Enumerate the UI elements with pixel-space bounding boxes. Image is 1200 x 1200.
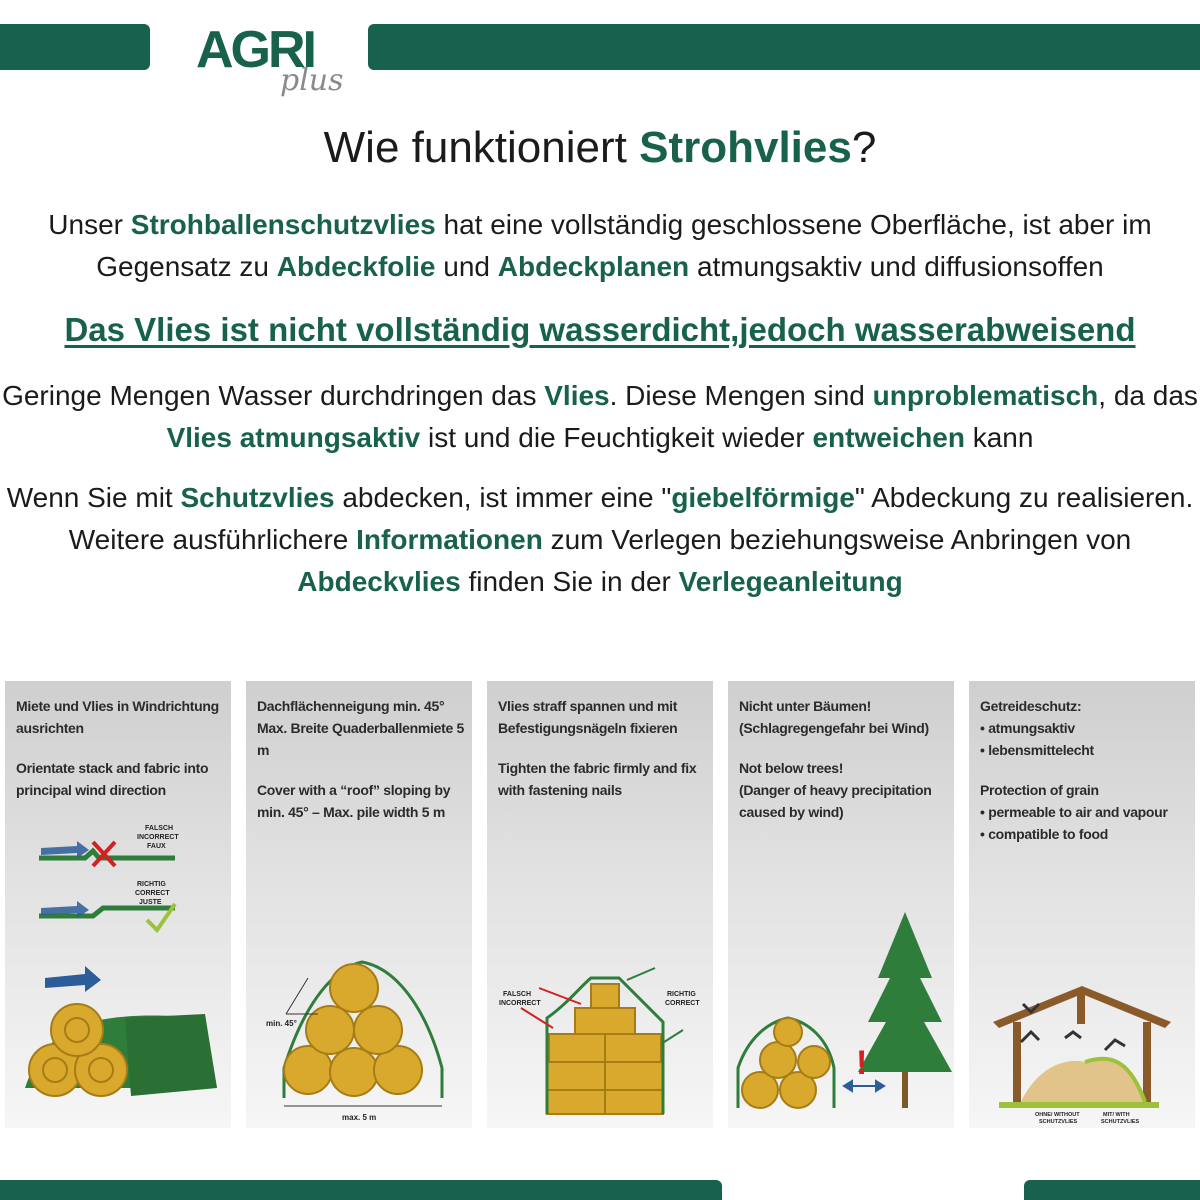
grain-protection-illustration bbox=[969, 808, 1195, 1128]
p3-h3: Vlies atmungsaktiv bbox=[166, 422, 421, 453]
p3-t1: Geringe Mengen Wasser durchdringen das bbox=[2, 380, 545, 411]
p1-t1: Unser bbox=[48, 209, 131, 240]
panel-text-de: Vlies straff spannen und mit Befestigungsnägeln fixieren bbox=[498, 698, 678, 736]
installation-paragraph bbox=[0, 477, 1200, 603]
top-left-bar bbox=[0, 24, 150, 70]
p4-t1: Wenn Sie mit bbox=[6, 482, 181, 513]
p3-t5: kann bbox=[964, 422, 1034, 453]
logo-main: AGRI bbox=[196, 21, 314, 79]
page-title bbox=[0, 120, 1200, 176]
panel-text-en: Not below trees! (Danger of heavy precipitation caused by wind) bbox=[739, 760, 932, 820]
p1-h2: Abdeckfolie bbox=[276, 251, 436, 282]
p3-h1: Vlies bbox=[544, 380, 610, 411]
label-wrong: FALSCH INCORRECT FAUX bbox=[137, 825, 179, 850]
panel-text-de: Dachflächenneigung min. 45° Max. Breite Quaderballenmiete 5 m bbox=[257, 698, 465, 758]
p3-t4: ist und die Feuchtigkeit wieder bbox=[420, 422, 813, 453]
fir-tree-icon bbox=[858, 912, 952, 1108]
logo-sub: plus bbox=[280, 63, 344, 98]
no-trees-illustration bbox=[728, 808, 954, 1128]
p4-t2: abdecken, ist immer eine " bbox=[334, 482, 672, 513]
width-label: max. 5 m bbox=[342, 1113, 377, 1122]
p3-h2: unproblematisch bbox=[872, 380, 1099, 411]
p4-h1: Schutzvlies bbox=[180, 482, 335, 513]
p3-t3: , da das bbox=[1098, 380, 1198, 411]
agri-plus-logo bbox=[196, 20, 356, 104]
p1-t2: hat eine vollständig geschlossene Oberfläche, ist aber im Gegensatz zu bbox=[96, 209, 1152, 282]
title-prefix: Wie funktioniert bbox=[323, 123, 640, 172]
warning-icon: ! bbox=[856, 1044, 868, 1082]
distance-arrow-icon bbox=[844, 1081, 884, 1091]
panel-no-trees bbox=[728, 681, 954, 1128]
label-right: RICHTIG CORRECT bbox=[665, 991, 700, 1007]
panel-roof-slope bbox=[246, 681, 472, 1128]
p4-h5: Verlegeanleitung bbox=[678, 566, 903, 597]
fix-fabric-illustration bbox=[487, 808, 713, 1128]
p4-h3: Informationen bbox=[356, 524, 543, 555]
bottom-left-bar bbox=[0, 1180, 722, 1200]
moisture-paragraph bbox=[0, 375, 1200, 459]
panel-text-en: Orientate stack and fabric into principal wind direction bbox=[16, 760, 209, 798]
panel-text-de: Getreideschutz: • atmungsaktiv • lebensmittelecht bbox=[980, 698, 1094, 758]
p4-t5: finden Sie in der bbox=[460, 566, 679, 597]
panel-fix-fabric bbox=[487, 681, 713, 1128]
label-wrong: FALSCH INCORRECT bbox=[499, 991, 541, 1007]
p4-t3: " Abdeckung zu realisieren. Weitere ausführlichere bbox=[68, 482, 1194, 555]
panel-text-de: Nicht unter Bäumen! (Schlagregengefahr bei Wind) bbox=[739, 698, 929, 736]
p3-h4: entweichen bbox=[812, 422, 965, 453]
title-highlight: Strohvlies bbox=[639, 123, 852, 172]
p4-h4: Abdeckvlies bbox=[297, 566, 461, 597]
straw-bales bbox=[742, 1018, 830, 1108]
p4-h2: giebelförmige bbox=[671, 482, 855, 513]
panel-text bbox=[498, 695, 710, 819]
panel-text bbox=[16, 695, 228, 819]
label-without: OHNE/ WITHOUT SCHUTZVLIES bbox=[1035, 1112, 1080, 1125]
water-repellent-heading: Das Vlies ist nicht vollständig wasserdicht,jedoch wasserabweisend bbox=[64, 311, 1136, 348]
straw-bales bbox=[29, 1004, 127, 1096]
angle-label: min. 45° bbox=[266, 1019, 297, 1028]
wind-arrow-icon bbox=[45, 966, 101, 992]
label-right: RICHTIG CORRECT JUSTE bbox=[135, 881, 170, 906]
p1-t3: und bbox=[435, 251, 498, 282]
panel-text-de: Miete und Vlies in Windrichtung ausrichten bbox=[16, 698, 219, 736]
panel-text-en: Protection of grain • permeable to air and vapour • compatible to food bbox=[980, 782, 1168, 842]
roof-slope-illustration bbox=[246, 808, 472, 1128]
p1-h3: Abdeckplanen bbox=[497, 251, 690, 282]
top-right-bar bbox=[368, 24, 1200, 70]
panel-wind-direction bbox=[5, 681, 231, 1128]
panel-text-en: Tighten the fabric firmly and fix with fastening nails bbox=[498, 760, 697, 798]
panel-grain-protection bbox=[969, 681, 1195, 1128]
p1-h1: Strohballenschutzvlies bbox=[130, 209, 436, 240]
intro-paragraph bbox=[0, 204, 1200, 288]
p3-t2: . Diese Mengen sind bbox=[609, 380, 873, 411]
label-with: MIT/ WITH SCHUTZVLIES bbox=[1101, 1112, 1140, 1125]
p4-t4: zum Verlegen beziehungsweise Anbringen von bbox=[542, 524, 1132, 555]
wind-direction-illustration bbox=[5, 808, 231, 1128]
wind-arrow-icon bbox=[41, 841, 89, 858]
p1-t4: atmungsaktiv und diffusionsoffen bbox=[689, 251, 1104, 282]
title-suffix: ? bbox=[851, 123, 877, 172]
bottom-right-bar bbox=[1024, 1180, 1200, 1200]
panel-text-en: Cover with a “roof” sloping by min. 45° – Max. pile width 5 m bbox=[257, 782, 451, 820]
